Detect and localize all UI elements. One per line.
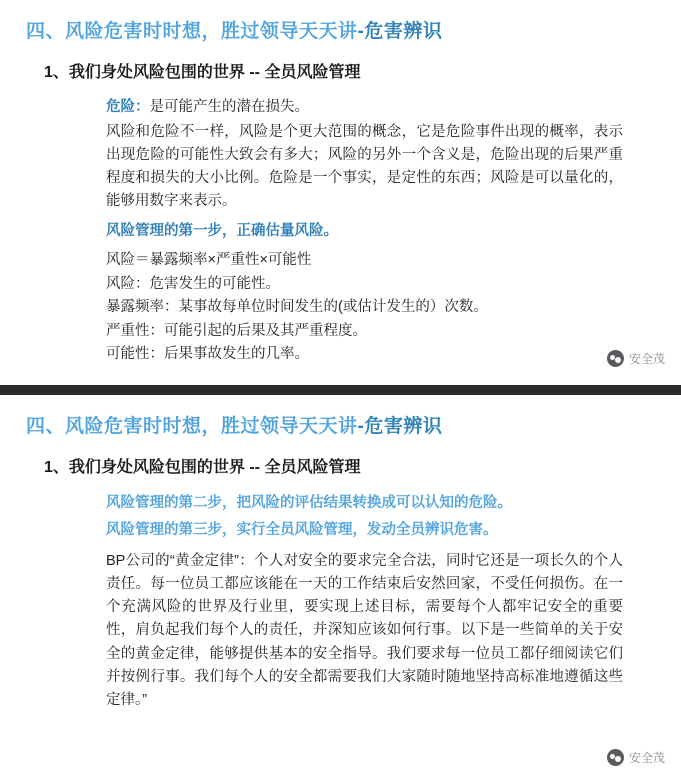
formula-line: 暴露频率：某事故每单位时间发生的(或估计发生的）次数。 bbox=[106, 299, 488, 316]
slide-2-body bbox=[106, 491, 623, 712]
account-name: 安全茂 bbox=[628, 352, 665, 366]
slide-1-title-suffix: -危害辨识 bbox=[357, 21, 443, 42]
account-badge bbox=[607, 749, 665, 766]
slide-1-body bbox=[106, 96, 623, 367]
wechat-logo-icon bbox=[607, 350, 624, 367]
slide-2-title bbox=[26, 411, 663, 438]
formula-line: 可能性：后果事故发生的几率。 bbox=[106, 346, 309, 363]
slide-1 bbox=[0, 0, 681, 385]
definition-text: 是可能产生的潜在损失。 bbox=[149, 99, 309, 115]
slide-2-subtitle: 1、我们身处风险包围的世界 -- 全员风险管理 bbox=[44, 459, 361, 476]
slide-2-paragraph: BP公司的“黄金定律”：个人对安全的要求完全合法，同时它还是一项长久的个人责任。每一位员工都应该能在一天的工作结束后安然回家，不受任何损伤。在一个充满风险的世界及行业里，要实现上述目标，需要每个人都牢记安全的重要性，肩负起我们每个人的责任，并深知应该如何行事。以下是一些简单的关于安全的黄金定律，能够提供基本的安全指导。我们要求每一位员工都仔细阅读它们并按例行事。我们每个人的安全都需要我们大家随时随地坚持高标准地遵循这些定律。” bbox=[106, 552, 623, 708]
formula-line: 风险＝暴露频率×严重性×可能性 bbox=[106, 252, 312, 269]
account-name: 安全茂 bbox=[628, 751, 665, 765]
slide-1-subtitle: 1、我们身处风险包围的世界 -- 全员风险管理 bbox=[44, 64, 361, 81]
slide-2-highlight: 风险管理的第三步，实行全员风险管理，发动全员辨识危害。 bbox=[106, 522, 498, 539]
slide-1-highlight: 风险管理的第一步，正确估量风险。 bbox=[106, 222, 338, 239]
slide-2-title-suffix: -危害辨识 bbox=[357, 416, 443, 437]
formula-line: 严重性：可能引起的后果及其严重程度。 bbox=[106, 322, 367, 339]
slide-1-title-main: 四、风险危害时时想，胜过领导天天讲 bbox=[26, 21, 358, 42]
slide-2-highlight: 风险管理的第二步，把风险的评估结果转换成可以认知的危险。 bbox=[106, 495, 512, 511]
account-badge bbox=[607, 350, 665, 367]
wechat-logo-icon bbox=[607, 749, 624, 766]
formula-line: 风险：危害发生的可能性。 bbox=[106, 275, 280, 292]
slide-1-title bbox=[26, 16, 663, 43]
formula-list bbox=[106, 249, 623, 366]
slide-divider bbox=[0, 385, 681, 395]
definition-line bbox=[106, 96, 623, 119]
slide-2 bbox=[0, 395, 681, 780]
slide-2-title-main: 四、风险危害时时想，胜过领导天天讲 bbox=[26, 416, 358, 437]
definition-label: 危险： bbox=[106, 99, 150, 115]
slide-1-paragraph: 风险和危险不一样，风险是个更大范围的概念，它是危险事件出现的概率，表示出现危险的可能性大致会有多大；风险的另外一个含义是，危险出现的后果严重程度和损失的大小比例。危险是一个事实，是定性的东西；风险是可以量化的，能够用数字来表示。 bbox=[106, 123, 623, 209]
